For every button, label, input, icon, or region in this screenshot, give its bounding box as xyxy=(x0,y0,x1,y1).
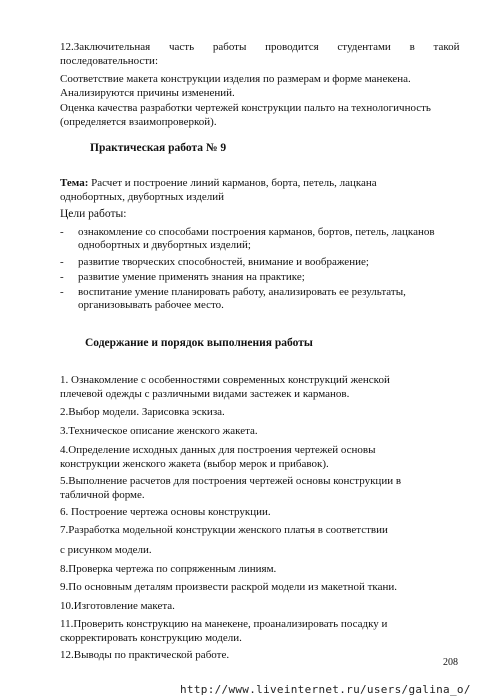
goal-dash: - xyxy=(60,226,64,238)
step-item xyxy=(60,648,460,662)
final-stage-line-2: последовательности: xyxy=(60,55,159,67)
goal-text-1: развитие творческих способностей, внимание и воображение; xyxy=(78,256,369,268)
practical-work-title: Практическая работа № 9 xyxy=(90,142,227,154)
step-text-1: 12.Выводы по практической работе. xyxy=(60,649,230,661)
step-item xyxy=(60,474,460,502)
goal-dash: - xyxy=(60,256,64,268)
step-text-2: табличной форме. xyxy=(60,489,145,501)
step-text-1: 11.Проверить конструкцию на манекене, проанализировать посадку и xyxy=(60,618,388,630)
step-item xyxy=(60,580,460,594)
goal-text-1: развитие умение применять знания на практике; xyxy=(78,271,305,283)
step-item xyxy=(60,523,460,537)
step-text-2: плечевой одежды с различными видами застежек и карманов. xyxy=(60,388,350,400)
goal-text-1: ознакомление со способами построения карманов, бортов, петель, лацканов xyxy=(78,226,435,238)
topic-text-2: однобортных, двубортных изделий xyxy=(60,191,225,203)
final-stage-line-1 xyxy=(60,40,460,54)
step-item xyxy=(60,505,460,519)
step-text-2: конструкции женского жакета (выбор мерок и прибавок). xyxy=(60,458,329,470)
goal-text-2: организовывать рабочее место. xyxy=(78,299,224,311)
final-stage-paragraph xyxy=(60,40,460,68)
evaluation-line-1: Оценка качества разработки чертежей конструкции пальто на технологичность xyxy=(60,102,431,114)
step-text-1: 5.Выполнение расчетов для построения чертежей основы конструкции в xyxy=(60,475,402,487)
goal-text-2: однобортных и двубортных изделий; xyxy=(78,239,251,251)
final-stage-line-1-text: 12.Заключительная часть работы проводится студентами в такой xyxy=(60,41,460,53)
correspondence-line-2: Анализируются причины изменений. xyxy=(60,87,235,99)
goals-list xyxy=(60,226,460,316)
step-text-1: 4.Определение исходных данных для построения чертежей основы xyxy=(60,444,376,456)
step-item xyxy=(60,617,460,645)
content-title: Содержание и порядок выполнения работы xyxy=(85,337,313,349)
topic-line-1 xyxy=(60,176,460,190)
goal-item xyxy=(60,256,460,269)
evaluation-line-2: (определяется взаимопроверкой). xyxy=(60,116,217,128)
topic-paragraph xyxy=(60,176,460,204)
step-item xyxy=(60,562,460,576)
step-text-1: 9.По основным деталям произвести раскрой модели из макетной ткани. xyxy=(60,581,397,593)
goal-item xyxy=(60,286,460,312)
goal-item xyxy=(60,271,460,284)
step-text-1: 7.Разработка модельной конструкции женского платья в соответствии xyxy=(60,524,388,536)
step-item xyxy=(60,599,460,613)
step-item xyxy=(60,405,460,419)
step-item xyxy=(60,543,460,557)
step-text-1: 3.Техническое описание женского жакета. xyxy=(60,425,258,437)
goal-text-1: воспитание умение планировать работу, анализировать ее результаты, xyxy=(78,286,406,298)
step-text-1: 10.Изготовление макета. xyxy=(60,600,175,612)
goals-label: Цели работы: xyxy=(60,208,127,220)
step-item xyxy=(60,424,460,438)
step-item xyxy=(60,373,460,401)
correspondence-paragraph xyxy=(60,72,460,100)
step-item xyxy=(60,443,460,471)
correspondence-line-1: Соответствие макета конструкции изделия по размерам и форме манекена. xyxy=(60,73,411,85)
step-text-1: 8.Проверка чертежа по сопряженным линиям. xyxy=(60,563,277,575)
step-text-1: 6. Построение чертежа основы конструкции. xyxy=(60,506,271,518)
page-number: 208 xyxy=(443,657,458,668)
goal-dash: - xyxy=(60,286,64,298)
goal-dash: - xyxy=(60,271,64,283)
step-text-1: 2.Выбор модели. Зарисовка эскиза. xyxy=(60,406,225,418)
topic-label: Тема: xyxy=(60,177,89,189)
goal-item xyxy=(60,226,460,252)
evaluation-paragraph xyxy=(60,101,460,129)
topic-text-1: Расчет и построение линий карманов, борта, петель, лацкана xyxy=(88,177,377,189)
step-text-2: скорректировать конструкцию модели. xyxy=(60,632,242,644)
step-text-1: 1. Ознакомление с особенностями современных конструкций женской xyxy=(60,374,390,386)
footer-url: http://www.liveinternet.ru/users/galina_o/ xyxy=(180,683,471,696)
step-text-1: с рисунком модели. xyxy=(60,544,152,556)
